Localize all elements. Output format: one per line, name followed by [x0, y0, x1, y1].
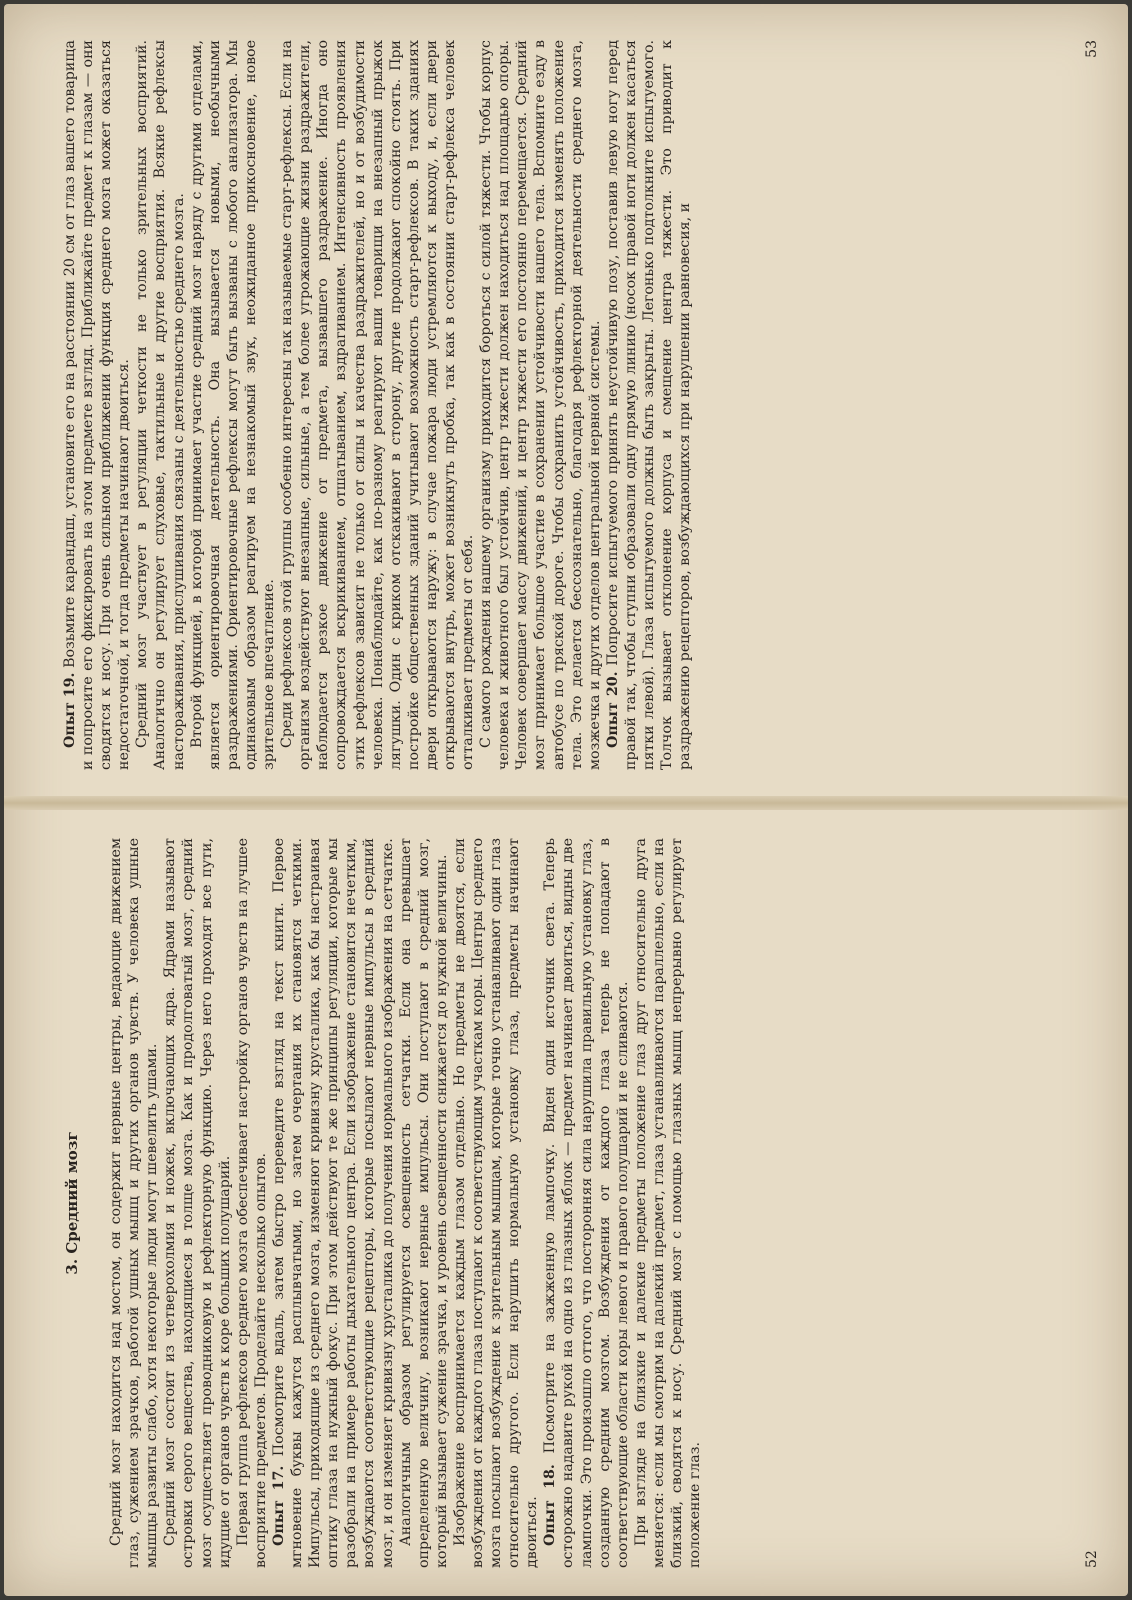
- paragraph-text: Попросите испытуемого принять неустойчивую позу, поставив левую ногу перед правой так, чтобы ступни образовали одну прямую линию (носок правой ноги должен касаться пятки левой). Глаза испытуемого должны быть закрыты. Легонько подтолкните испытуемого. Толчок вызывает отклонение корпуса и смещение центра тяжести. Это приводит к раздражению рецепторов, возбуждающихся при нарушении равновесия, и: [604, 40, 694, 770]
- book-gutter: [4, 796, 1128, 810]
- paragraph-text: Среди рефлексов этой группы особенно интересны так называемые старт-рефлексы. Если на организм воздействуют внезапные, сильные, а тем более угрожающие жизни раздражители, наблюдается резкое движение от предмета, вызвавшего раздражение. Иногда оно сопровождается вскрикиванием, отшатыванием, вздрагиванием. Интенсивность проявления этих рефлексов зависит не только от силы и качества раздражителей, но и от возбудимости человека. Понаблюдайте, как по-разному реагируют ваши товарищи на внезапный прыжок лягушки. Один с криком отскакивают в сторону, другие продолжают спокойно стоять. При постройке общественных зданий учитывают возможность старт-рефлексов. В таких зданиях двери открываются наружу: в случае пожара люди устремляются к выходу, и, если двери открываются внутрь, может возникнуть пробка, так как в состоянии старт-рефлекса человек отталкивает предметы от себя.: [279, 40, 477, 770]
- paragraph: [61, 40, 133, 770]
- paragraph: [477, 40, 604, 770]
- paragraph: [234, 838, 270, 1568]
- paragraph: [632, 838, 704, 1568]
- paragraph-text: Посмотрите вдаль, затем быстро переведите взгляд на текст книги. Первое мгновение буквы кажутся расплывчатыми, но затем очертания их становятся четкими. Импульсы, приходящие из среднего мозга, изменяют кривизну хрусталика, как бы настраивая оптику глаза на нужный фокус. При этом действуют те же принципы регуляции, которые мы разобрали на примере работы дыхательного центра. Если изображение становится нечетким, возбуждаются соответствующие рецепторы, которые посылают нервные импульсы в средний мозг, и он изменяет кривизну хрусталика до получения нормального изображения на сетчатке.: [270, 838, 396, 1568]
- paragraph-text: При взгляде на близкие и далекие предметы положение глаз друг относительно друга меняется: если мы смотрим на далекий предмет, глаза устанавливаются параллельно, если на близкий, сводятся к носу. Средний мозг с помощью глазных мышц непрерывно регулирует положение глаз.: [632, 838, 704, 1568]
- paragraph-text: Средний мозг участвует в регуляции четкости не только зрительных восприятий. Аналогично он регулирует слуховые, тактильные и другие восприятия. Всякие рефлексы настораживания, прислушивания связаны с деятельностью среднего мозга.: [134, 40, 187, 770]
- paragraph: [107, 838, 161, 1568]
- page-number: 53: [1083, 40, 1100, 58]
- paragraph-text: Посмотрите на зажженную лампочку. Виден один источник света. Теперь осторожно надавите рукой на одно из глазных яблок — предмет начинает двоиться, видны две лампочки. Это произошло оттого, что посторонняя сила нарушила правильную установку глаз, созданную средним мозгом. Возбуждения от каждого глаза теперь не попадают в соответствующие области коры левого и правого полушарий и не сливаются.: [542, 838, 631, 1568]
- right-page-body: [61, 40, 694, 770]
- paragraph: [397, 838, 451, 1568]
- page-number: 52: [1083, 1550, 1100, 1568]
- paragraph-text: Возьмите карандаш, установите его на расстоянии 20 см от глаз вашего товарища и попросите его фиксировать на этом предмете взгляд. Приближайте предмет к глазам — они сводятся к носу. При очень сильном приближении функция среднего мозга может оказаться недостаточной, и тогда предметы начинают двоиться.: [62, 40, 133, 770]
- left-page: [61, 838, 1100, 1568]
- experiment-label: Опыт 19.: [62, 672, 78, 748]
- paragraph: [604, 40, 694, 770]
- paragraph: [133, 40, 187, 770]
- section-heading: 3. Средний мозг: [63, 1131, 81, 1275]
- book-spread: [4, 4, 1128, 1596]
- paragraph: [270, 838, 397, 1568]
- paragraph: [188, 40, 278, 770]
- left-page-body: [107, 838, 704, 1568]
- paragraph-text: Изображение воспринимается каждым глазом отдельно. Но предметы не двоятся, если возбуждения от каждого глаза поступают к соответствующим участкам коры. Центры среднего мозга посылают возбуждение к зрительным мышцам, которые точно устанавливают один глаз относительно другого. Если нарушить нормальную установку глаза, предметы начинают двоиться.: [451, 838, 541, 1568]
- paragraph: [541, 838, 631, 1568]
- experiment-label: Опыт 17.: [270, 1465, 287, 1546]
- paragraph-text: Аналогичным образом регулируется освещенность сетчатки. Если она превышает определенную величину, возникают нервные импульсы. Они поступают в средний мозг, который вызывает сужение зрачка, и уровень освещенности снижается до нужной величины.: [397, 838, 450, 1568]
- paragraph-text: Второй функцией, в которой принимает участие средний мозг наряду с другими отделами, является ориентировочная деятельность. Она вызывается новыми, необычными раздражениями. Ориентировочные рефлексы могут быть вызваны с любого анализатора. Мы одинаковым образом реагируем на незнакомый звук, неожиданное прикосновение, новое зрительное впечатление.: [188, 40, 278, 770]
- paragraph: [451, 838, 541, 1568]
- right-page: [61, 40, 1100, 770]
- paragraph-text: Средний мозг находится над мостом, он содержит нервные центры, ведающие движением глаз, сужением зрачков, работой ушных мышц и других органов чувств. У человека ушные мышцы развиты слабо, хотя некоторые люди могут шевелить ушами.: [108, 838, 161, 1568]
- paragraph-text: Первая группа рефлексов среднего мозга обеспечивает настройку органов чувств на лучшее восприятие предметов. Проделайте несколько опытов.: [234, 838, 269, 1568]
- paragraph-text: Средний мозг состоит из четверохолмия и ножек, включающих ядра. Ядрами называют островки серого вещества, находящиеся в толще мозга. Как и продолговатый мозг, средний мозг осуществляет проводниковую и рефлекторную функцию. Через него проходят все пути, идущие от органов чувств к коре больших полушарий.: [162, 838, 233, 1568]
- paragraph-text: С самого рождения нашему организму приходится бороться с силой тяжести. Чтобы корпус человека и животного был устойчив, центр тяжести должен находиться над площадью опоры. Человек совершает массу движений, и центр тяжести его постоянно перемещается. Средний мозг принимает большое участие в сохранении устойчивости нашего тела. Вспомните езду в автобусе по тряской дороге. Чтобы сохранить устойчивость, приходится изменять положение тела. Это делается бессознательно, благодаря рефлекторной деятельности среднего мозга, мозжечка и других отделов центральной нервной системы.: [478, 40, 603, 770]
- experiment-label: Опыт 20.: [604, 671, 621, 748]
- paragraph: [278, 40, 477, 770]
- experiment-label: Опыт 18.: [542, 1464, 559, 1546]
- paragraph: [161, 838, 233, 1568]
